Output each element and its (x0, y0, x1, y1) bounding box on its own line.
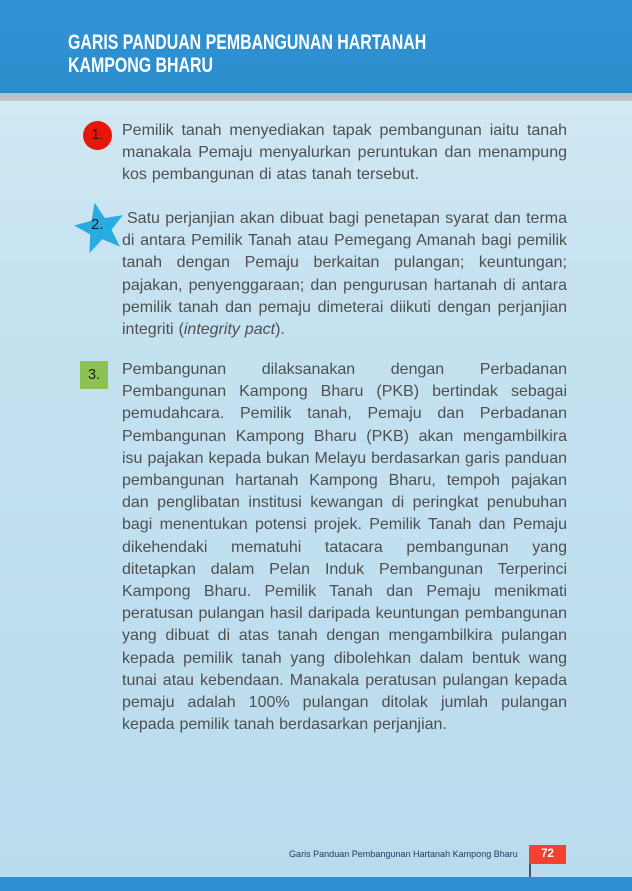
badge-connector-line (529, 864, 531, 878)
page-title-line-1: GARIS PANDUAN PEMBANGUNAN HARTANAH (68, 30, 427, 54)
page-header-bar (0, 0, 632, 93)
item-text: Pemilik tanah menyediakan tapak pembangunan iaitu tanah manakala Pemaju menyalurkan peruntukan dan menampung kos pembangunan di atas tanah tersebut. (122, 122, 567, 184)
list-item (87, 359, 567, 736)
header-divider (0, 93, 632, 101)
footer-running-title: Garis Panduan Pembangunan Hartanah Kampong Bharu (289, 849, 518, 860)
item-number: 1. (91, 127, 104, 144)
item-text: Pembangunan dilaksanakan dengan Perbadanan Pembangunan Kampong Bharu (PKB) bertindak sebagai pemudahcara. Pemilik tanah, Pemaju dan Perbadanan Pembangunan Kampong Bharu (PKB) akan mengambilkira isu pajakan kepada bukan Melayu berdasarkan garis panduan pembangunan hartanah Kampong Bharu, tempoh pajakan dan penglibatan institusi kewangan di peringkat penubuhan bagi menentukan potensi projek. Pemilik Tanah dan Pemaju dikehendaki mematuhi tatacara pembangunan yang ditetapkan dalam Pelan Induk Pembangunan Terperinci Kampong Bharu. Pemilik Tanah dan Pemaju menikmati peratusan pulangan hasil daripada keuntungan pembangunan yang dibuat di atas tanah dengan mengambilkira pulangan kepada pemilik tanah yang dibolehkan dalam bentuk wang tunai atau kebendaan. Manakala peratusan pulangan kepada pemaju adalah 100% pulangan ditolak jumlah pulangan kepada pemilik tanah berdasarkan perjanjian. (122, 361, 567, 734)
page-title-line-2: KAMPONG BHARU (68, 53, 213, 77)
item-number: 3. (87, 366, 101, 383)
red-circle-bullet-icon (83, 121, 112, 150)
page-number-badge: 72 (529, 845, 566, 864)
list-item (91, 208, 567, 341)
item-text: Satu perjanjian akan dibuat bagi penetapan syarat dan terma di antara Pemilik Tanah atau Pemegang Amanah bagi pemilik tanah dengan Pemaju berkaitan pulangan; keuntungan; pajakan, penyenggaraan; dan pengurusan hartanah di antara pemilik tanah dan pemaju dimeterai diikuti dengan perjanjian integriti (integrity pact). (122, 210, 567, 339)
green-square-bullet-icon (80, 361, 108, 389)
blue-star-bullet-icon (74, 202, 126, 254)
item-number: 2. (91, 216, 104, 233)
list-item (91, 120, 567, 187)
footer-bar (0, 877, 632, 891)
page-title (68, 31, 426, 77)
